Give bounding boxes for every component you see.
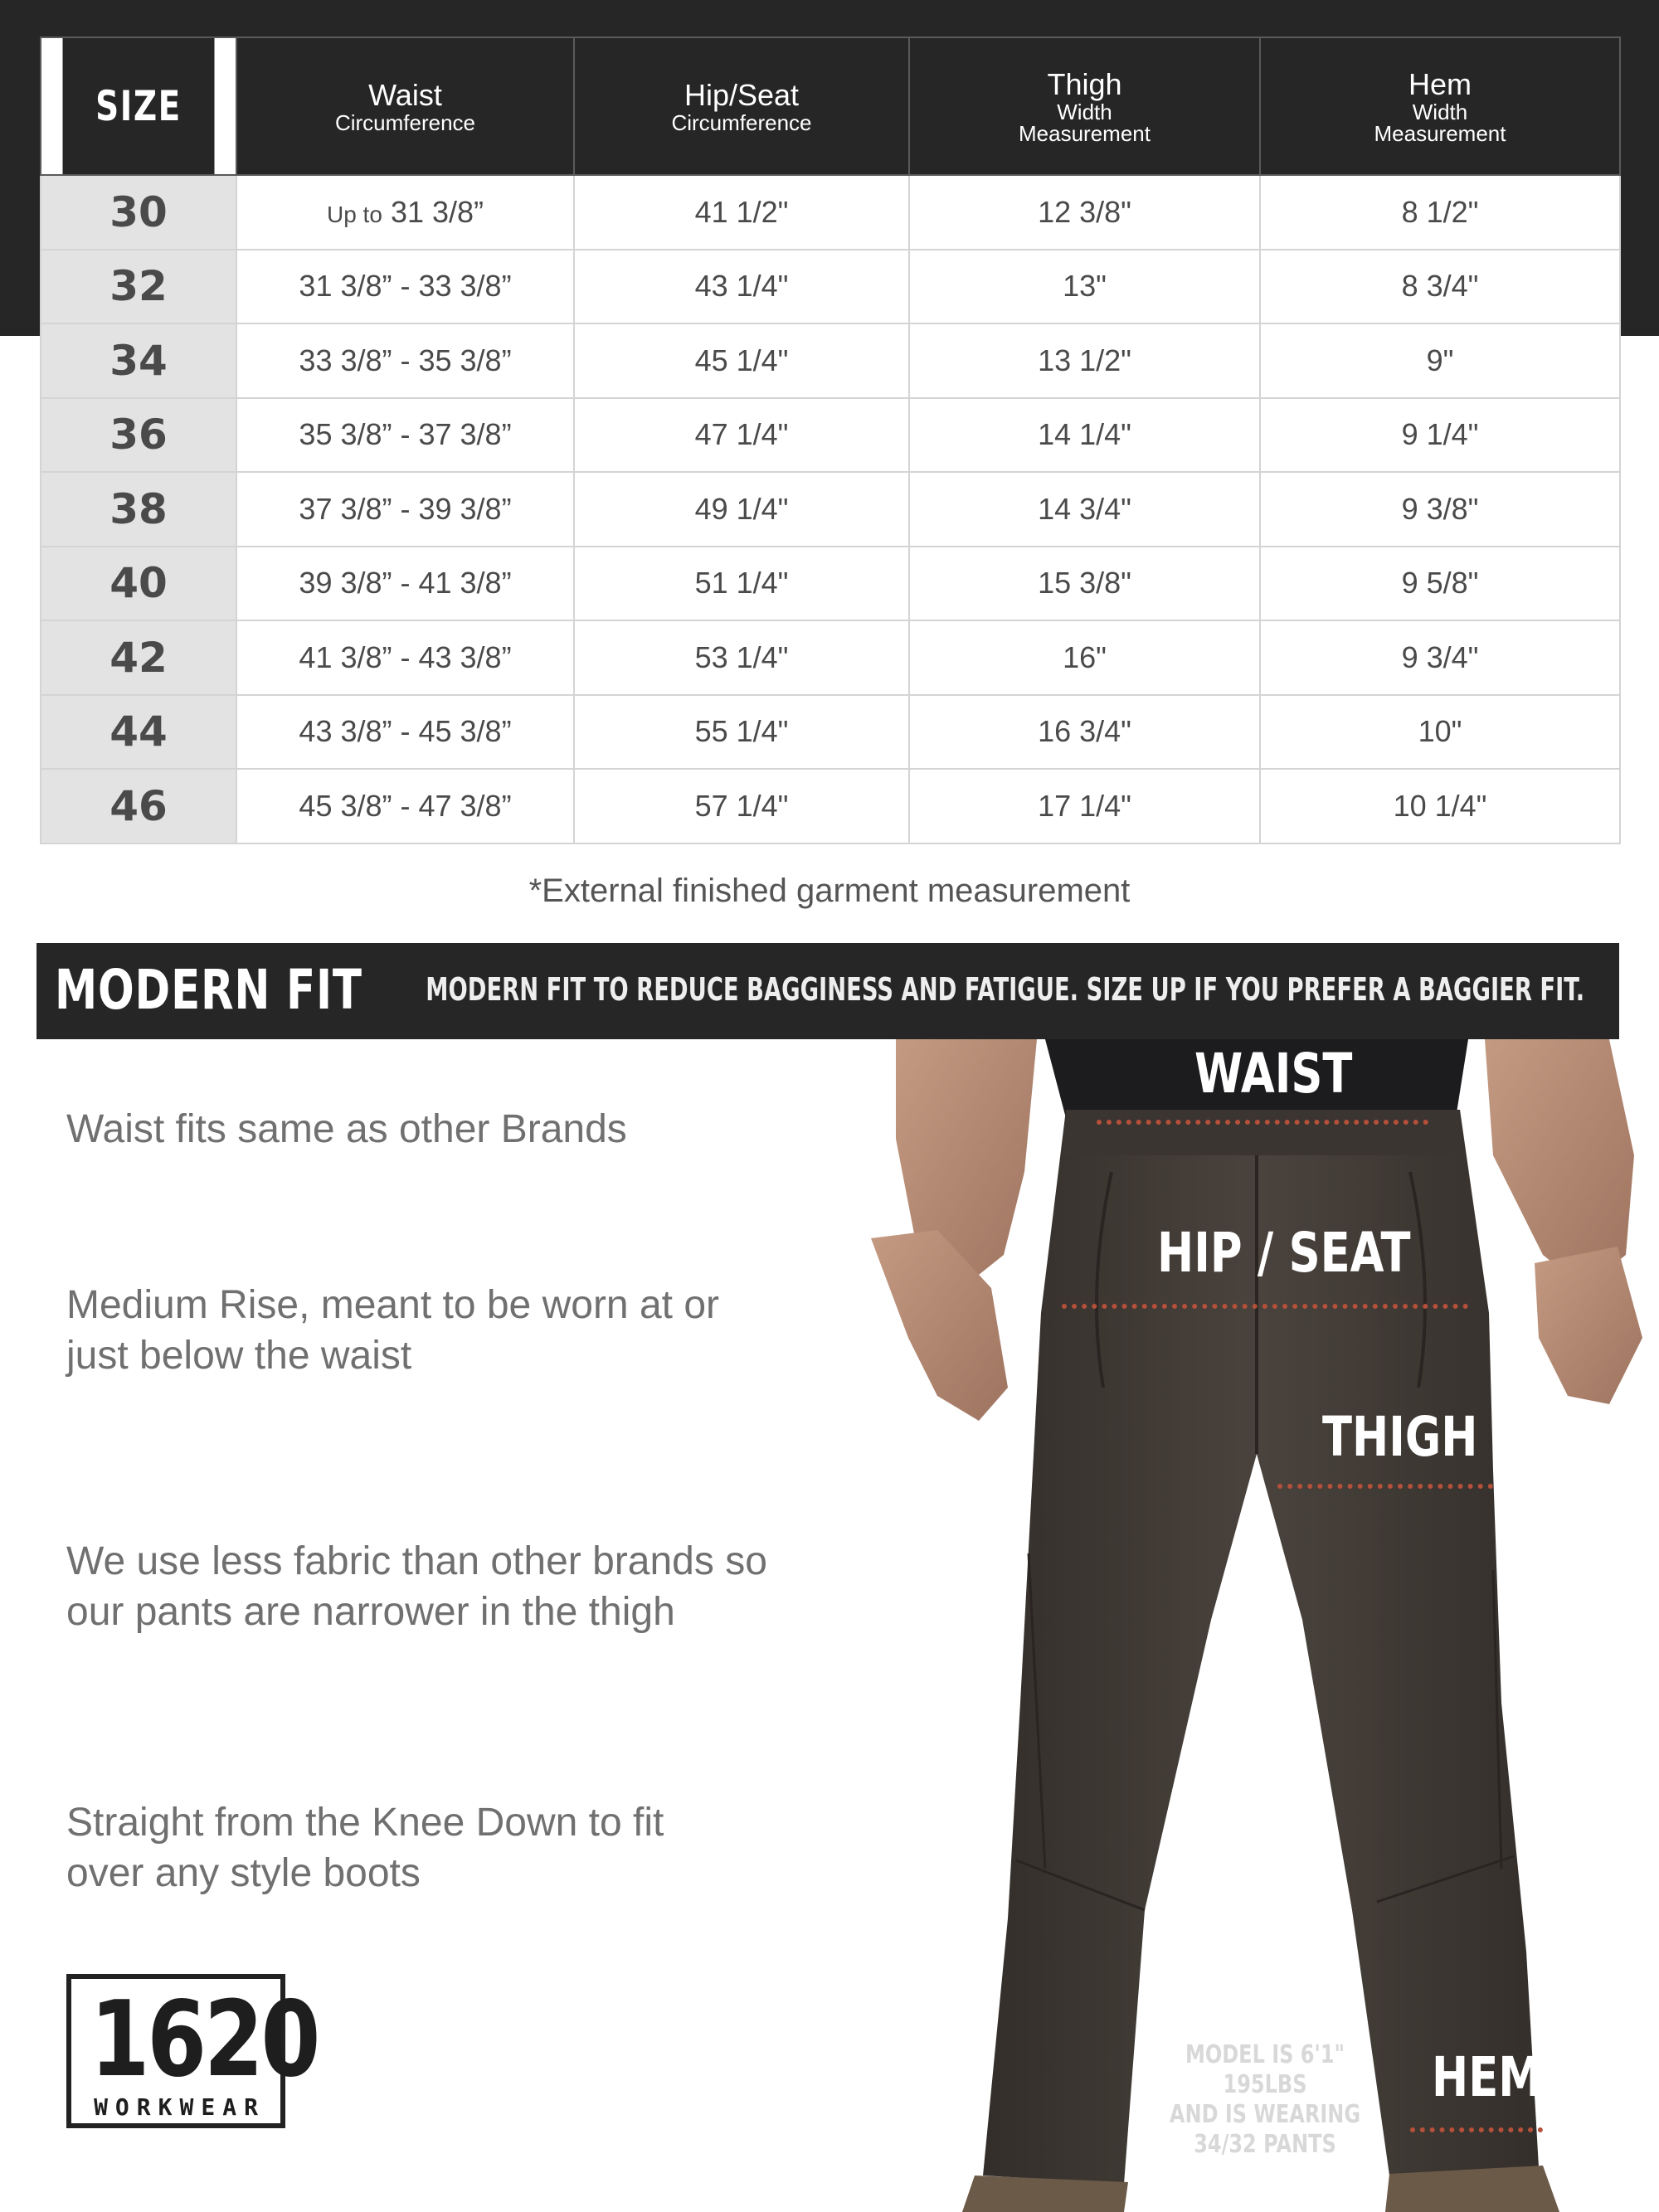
- hem-label: HEM: [1432, 2045, 1542, 2109]
- waist-cell: [236, 620, 574, 695]
- hem-cell: 9 5/8": [1260, 547, 1620, 621]
- hem-cell: 10": [1260, 695, 1620, 770]
- size-cell: 34: [41, 323, 236, 398]
- table-row: [41, 620, 1620, 695]
- modern-fit-title: MODERN FIT: [55, 958, 362, 1022]
- waist-value: 31 3/8”: [390, 194, 484, 229]
- thigh-cell: 16": [909, 620, 1260, 695]
- thigh-cell: 17 1/4": [909, 769, 1260, 843]
- hip-seat-cell: 49 1/4": [574, 472, 909, 547]
- logo-wordmark: WORKWEAR: [94, 2093, 265, 2121]
- hem-cell: 9 3/4": [1260, 620, 1620, 695]
- hip-seat-cell: 43 1/4": [574, 250, 909, 324]
- waist-value: 41 3/8” - 43 3/8”: [299, 639, 512, 674]
- model-note: [1162, 2040, 1368, 2160]
- header-size: SIZE: [62, 37, 215, 175]
- waist-cell: [236, 547, 574, 621]
- model-note-line-3: 34/32 PANTS: [1194, 2130, 1336, 2159]
- size-cell: 30: [41, 175, 236, 250]
- size-chart-body: [41, 175, 1620, 843]
- waist-value: 31 3/8” - 33 3/8”: [299, 269, 512, 304]
- waist-value: 37 3/8” - 39 3/8”: [299, 491, 512, 526]
- table-row: [41, 769, 1620, 843]
- header-hip-seat-sub: Circumference: [671, 110, 812, 135]
- waist-cell: [236, 323, 574, 398]
- waist-value: 43 3/8” - 45 3/8”: [299, 714, 512, 749]
- model-photo: [838, 1039, 1659, 2212]
- header-waist: [236, 37, 574, 175]
- hip-seat-cell: 47 1/4": [574, 398, 909, 473]
- hem-cell: 8 1/2": [1260, 175, 1620, 250]
- waist-value: 45 3/8” - 47 3/8”: [299, 788, 512, 823]
- size-cell: 42: [41, 620, 236, 695]
- hip-seat-cell: 53 1/4": [574, 620, 909, 695]
- header-thigh-sub: Width Measurement: [1019, 100, 1151, 146]
- header-waist-label: Waist: [368, 78, 442, 112]
- thigh-cell: 13 1/2": [909, 323, 1260, 398]
- waist-cell: [236, 175, 574, 250]
- table-row: [41, 175, 1620, 250]
- waist-value: 33 3/8” - 35 3/8”: [299, 343, 512, 377]
- size-chart-header-row: [41, 37, 1620, 175]
- table-row: [41, 250, 1620, 324]
- model-pants-illustration: [838, 1039, 1659, 2212]
- model-note-line-1: MODEL IS 6'1" 195LBS: [1185, 2040, 1345, 2099]
- size-chart-table: [40, 36, 1621, 844]
- hem-cell: 10 1/4": [1260, 769, 1620, 843]
- header-thigh: [909, 37, 1260, 175]
- model-note-line-2: AND IS WEARING: [1169, 2100, 1361, 2129]
- waist-value: 39 3/8” - 41 3/8”: [299, 566, 512, 600]
- header-hip-seat: [574, 37, 909, 175]
- waist-cell: [236, 769, 574, 843]
- table-row: [41, 547, 1620, 621]
- thigh-cell: 12 3/8": [909, 175, 1260, 250]
- waist-cell: [236, 695, 574, 770]
- table-row: [41, 472, 1620, 547]
- feature-knee: Straight from the Knee Down to fit over any style boots: [66, 1801, 664, 1895]
- logo-number: 1620: [90, 1978, 319, 2100]
- hip-seat-cell: 55 1/4": [574, 695, 909, 770]
- hem-cell: 8 3/4": [1260, 250, 1620, 324]
- hip-seat-cell: 57 1/4": [574, 769, 909, 843]
- modern-fit-bar: [36, 943, 1619, 1039]
- hip-seat-cell: 41 1/2": [574, 175, 909, 250]
- table-row: [41, 695, 1620, 770]
- header-hem: [1260, 37, 1620, 175]
- feature-waist: Waist fits same as other Brands: [66, 1107, 627, 1151]
- hip-seat-cell: 51 1/4": [574, 547, 909, 621]
- table-row: [41, 323, 1620, 398]
- thigh-cell: 15 3/8": [909, 547, 1260, 621]
- size-cell: 38: [41, 472, 236, 547]
- waist-value: 35 3/8” - 37 3/8”: [299, 417, 512, 452]
- thigh-line: [1277, 1484, 1493, 1489]
- header-waist-sub: Circumference: [334, 110, 476, 135]
- size-cell: 44: [41, 695, 236, 770]
- header-thigh-label: Thigh: [1047, 67, 1122, 101]
- hip-seat-line: [1062, 1304, 1468, 1309]
- header-hem-label: Hem: [1408, 67, 1472, 101]
- hem-cell: 9 1/4": [1260, 398, 1620, 473]
- waist-cell: [236, 472, 574, 547]
- size-cell: 46: [41, 769, 236, 843]
- thigh-cell: 13": [909, 250, 1260, 324]
- waist-label: WAIST: [1194, 1042, 1353, 1106]
- hem-cell: 9": [1260, 323, 1620, 398]
- thigh-label: THIGH: [1322, 1405, 1478, 1469]
- size-cell: 40: [41, 547, 236, 621]
- hem-line: [1410, 2127, 1543, 2132]
- brand-logo: [66, 1974, 319, 2128]
- thigh-cell: 14 1/4": [909, 398, 1260, 473]
- modern-fit-tagline: MODERN FIT TO REDUCE BAGGINESS AND FATIGUE. SIZE UP IF YOU PREFER A BAGGIER FIT.: [426, 971, 1584, 1008]
- header-hem-sub: Width Measurement: [1374, 100, 1506, 146]
- waistband-shape: [1063, 1110, 1462, 1155]
- waist-line: [1097, 1120, 1428, 1125]
- feature-rise: Medium Rise, meant to be worn at or just below the waist: [66, 1283, 720, 1378]
- table-row: [41, 398, 1620, 473]
- waist-prefix: Up to: [326, 201, 382, 227]
- waist-cell: [236, 250, 574, 324]
- hem-cell: 9 3/8": [1260, 472, 1620, 547]
- hip-seat-cell: 45 1/4": [574, 323, 909, 398]
- size-cell: 32: [41, 250, 236, 324]
- size-cell: 36: [41, 398, 236, 473]
- thigh-cell: 16 3/4": [909, 695, 1260, 770]
- waist-cell: [236, 398, 574, 473]
- hip-seat-label: HIP / SEAT: [1157, 1221, 1411, 1285]
- thigh-cell: 14 3/4": [909, 472, 1260, 547]
- feature-thigh: We use less fabric than other brands so our pants are narrower in the thigh: [66, 1539, 767, 1634]
- header-hip-seat-label: Hip/Seat: [684, 78, 800, 112]
- measurement-footnote: *External finished garment measurement: [528, 873, 1131, 909]
